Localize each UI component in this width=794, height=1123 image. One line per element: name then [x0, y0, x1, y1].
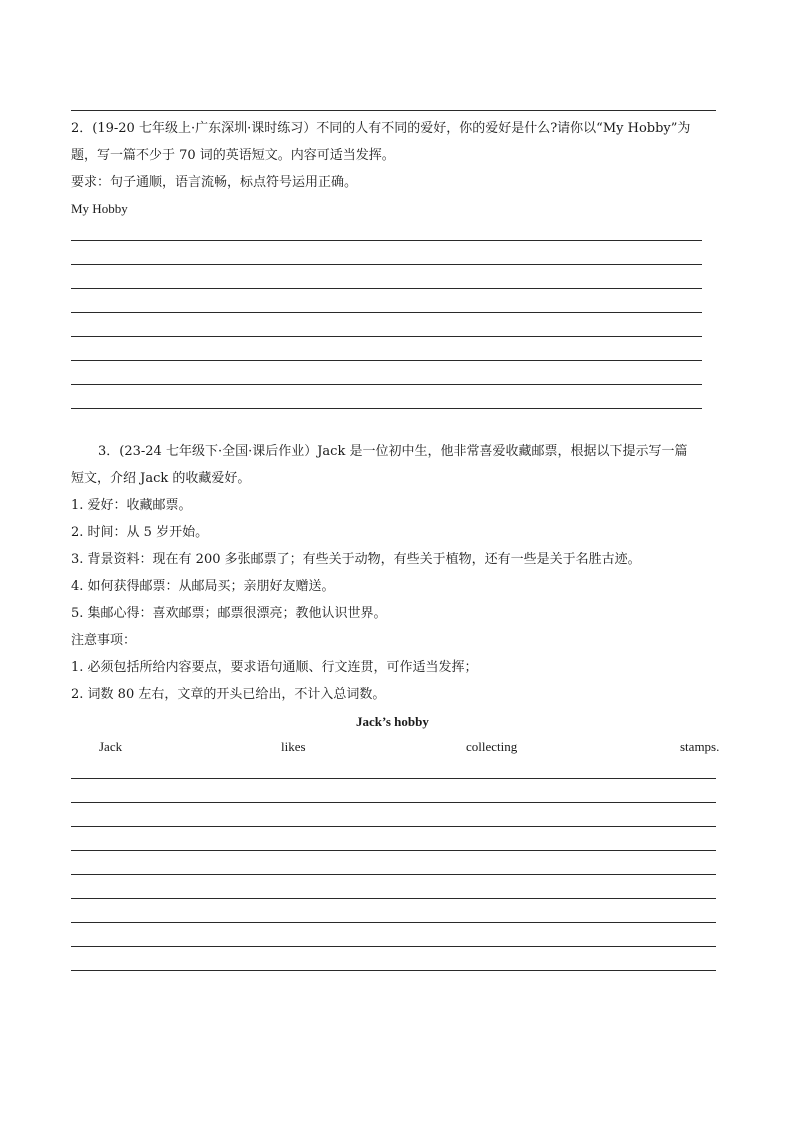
writing-line[interactable] — [71, 312, 702, 313]
writing-line[interactable] — [71, 240, 702, 241]
writing-line[interactable] — [71, 874, 716, 875]
q3-point: 5. 集邮心得：喜欢邮票；邮票很漂亮；教他认识世界。 — [71, 606, 387, 621]
writing-line[interactable] — [71, 802, 716, 803]
writing-line[interactable] — [71, 384, 702, 385]
q3-point: 2. 时间：从 5 岁开始。 — [71, 525, 209, 540]
writing-line[interactable] — [71, 360, 702, 361]
q3-essay-title: Jack’s hobby — [356, 714, 429, 729]
q2-essay-title: My Hobby — [71, 201, 128, 216]
writing-line[interactable] — [71, 408, 702, 409]
q2-prompt-line1: 2．(19-20 七年级上·广东深圳·课时练习）不同的人有不同的爱好，你的爱好是什么?请你以“My Hobby”为 — [71, 121, 691, 136]
opening-word: likes — [281, 739, 306, 754]
q2-prompt-line2: 题，写一篇不少于 70 词的英语短文。内容可适当发挥。 — [71, 148, 395, 163]
q3-prompt-line2: 短文，介绍 Jack 的收藏爱好。 — [71, 471, 251, 486]
q3-prompt-line1: 3．(23-24 七年级下·全国·课后作业）Jack 是一位初中生，他非常喜爱收藏邮票，根据以下提示写一篇 — [98, 444, 688, 459]
writing-line[interactable] — [71, 922, 716, 923]
writing-line[interactable] — [71, 826, 716, 827]
q3-point: 3. 背景资料：现在有 200 多张邮票了；有些关于动物，有些关于植物，还有一些是关于名胜古迹。 — [71, 552, 641, 567]
opening-word: Jack — [99, 739, 123, 754]
q3-note: 1. 必须包括所给内容要点，要求语句通顺、行文连贯，可作适当发挥； — [71, 660, 478, 675]
writing-line[interactable] — [71, 778, 716, 779]
writing-line[interactable] — [71, 336, 702, 337]
opening-word: stamps. — [680, 739, 720, 754]
opening-word: collecting — [466, 739, 518, 754]
writing-line[interactable] — [71, 850, 716, 851]
q3-notes-label: 注意事项： — [71, 633, 137, 648]
top-divider — [71, 110, 716, 111]
writing-line[interactable] — [71, 946, 716, 947]
q2-requirement: 要求：句子通顺，语言流畅，标点符号运用正确。 — [71, 175, 358, 190]
writing-line[interactable] — [71, 264, 702, 265]
writing-line[interactable] — [71, 898, 716, 899]
q3-point: 1. 爱好：收藏邮票。 — [71, 498, 192, 513]
writing-line[interactable] — [71, 970, 716, 971]
writing-line[interactable] — [71, 288, 702, 289]
q3-note: 2. 词数 80 左右，文章的开头已给出，不计入总词数。 — [71, 687, 386, 702]
q3-point: 4. 如何获得邮票：从邮局买；亲朋好友赠送。 — [71, 579, 335, 594]
